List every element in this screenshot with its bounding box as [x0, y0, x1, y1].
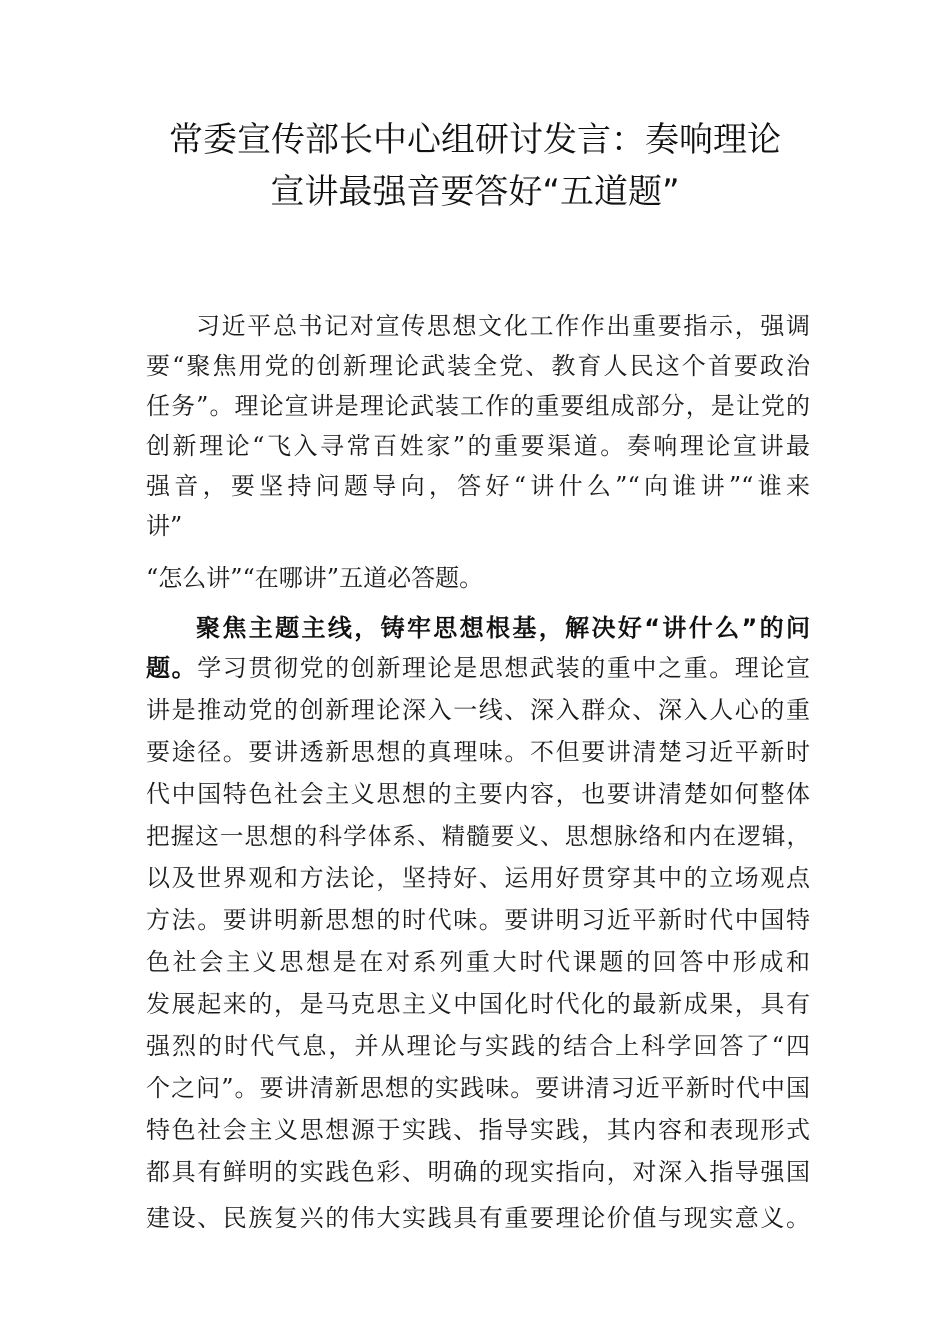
paragraph-1-line-5: 强音，要坚持问题导向，答好“讲什么”“向谁讲”“谁来 — [146, 472, 810, 500]
paragraph-1-line-1: 习近平总书记对宣传思想文化工作作出重要指示，强调 — [196, 312, 810, 340]
document-title-line-2: 宣讲最强音要答好“五道题” — [270, 172, 680, 212]
document-title-line-1: 常委宣传部长中心组研讨发言：奏响理论 — [169, 120, 781, 160]
paragraph-1-line-2: 要“聚焦用党的创新理论武装全党、教育人民这个首要政治 — [146, 352, 810, 380]
paragraph-3-line-11: 强烈的时代气息，并从理论与实践的结合上科学回答了“四 — [146, 1032, 810, 1060]
paragraph-3-line-15: 建设、民族复兴的伟大实践具有重要理论价值与现实意义。 — [146, 1204, 810, 1232]
paragraph-3-heading-end: 题。 — [146, 654, 198, 682]
paragraph-3-line-5: 代中国特色社会主义思想的主要内容，也要讲清楚如何整体 — [146, 780, 810, 808]
paragraph-3-line-7: 以及世界观和方法论，坚持好、运用好贯穿其中的立场观点 — [146, 864, 810, 892]
paragraph-3-line-9: 色社会主义思想是在对系列重大时代课题的回答中形成和 — [146, 948, 810, 976]
paragraph-3-line-10: 发展起来的，是马克思主义中国化时代化的最新成果，具有 — [146, 990, 810, 1018]
paragraph-3-line-3: 讲是推动党的创新理论深入一线、深入群众、深入人心的重 — [146, 696, 810, 724]
paragraph-1-line-6: 讲” — [146, 512, 183, 540]
paragraph-3-heading: 聚焦主题主线，铸牢思想根基，解决好“讲什么”的问 — [196, 614, 810, 642]
paragraph-2: “怎么讲”“在哪讲”五道必答题。 — [146, 564, 484, 592]
paragraph-1-line-4: 创新理论“飞入寻常百姓家”的重要渠道。奏响理论宣讲最 — [146, 432, 810, 460]
paragraph-1-line-3: 任务”。理论宣讲是理论武装工作的重要组成部分，是让党的 — [146, 392, 810, 420]
paragraph-3-line-6: 把握这一思想的科学体系、精髓要义、思想脉络和内在逻辑， — [146, 822, 810, 850]
paragraph-3-line-14: 都具有鲜明的实践色彩、明确的现实指向，对深入指导强国 — [146, 1158, 810, 1186]
paragraph-3-line-13: 特色社会主义思想源于实践、指导实践，其内容和表现形式 — [146, 1116, 810, 1144]
paragraph-3-line-8: 方法。要讲明新思想的时代味。要讲明习近平新时代中国特 — [146, 906, 810, 934]
paragraph-3-line-4: 要途径。要讲透新思想的真理味。不但要讲清楚习近平新时 — [146, 738, 810, 766]
paragraph-3-line-2-text: 学习贯彻党的创新理论是思想武装的重中之重。理论宣 — [197, 654, 811, 682]
paragraph-3-line-12: 个之问”。要讲清新思想的实践味。要讲清习近平新时代中国 — [146, 1074, 810, 1102]
paragraph-3-line-2 — [146, 646, 810, 690]
